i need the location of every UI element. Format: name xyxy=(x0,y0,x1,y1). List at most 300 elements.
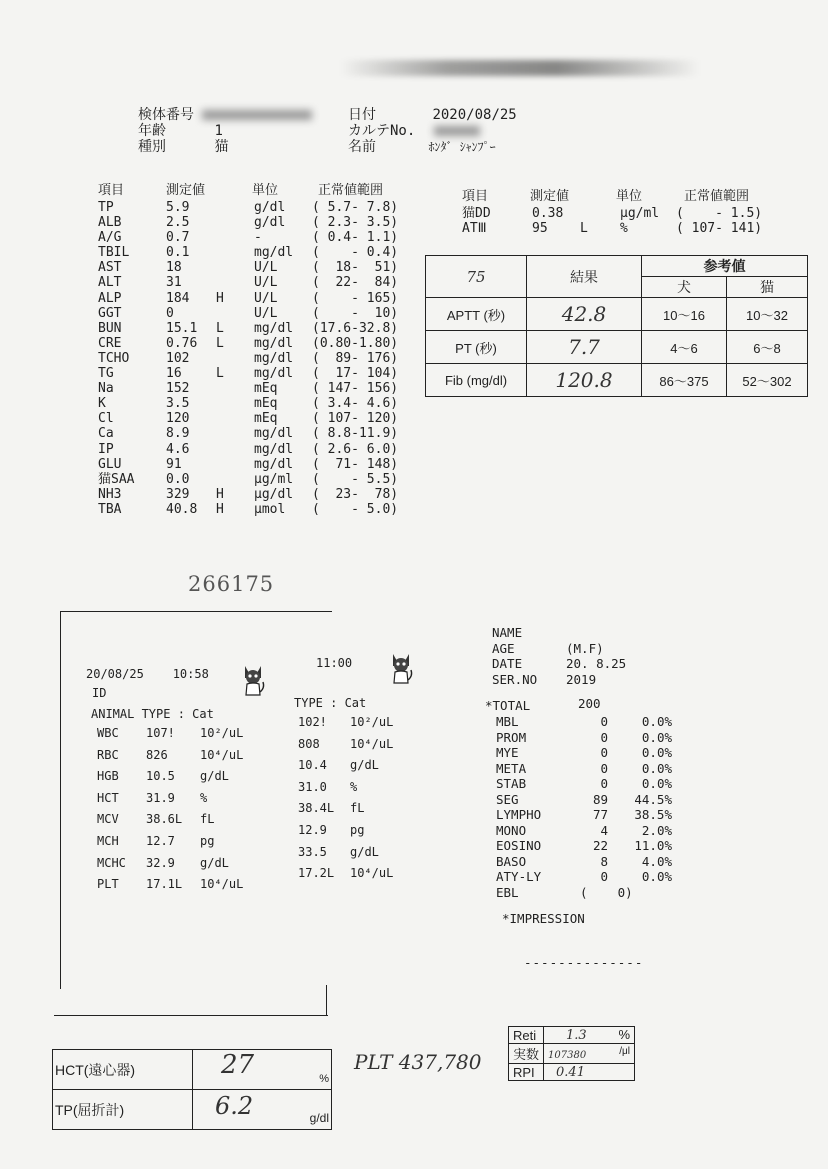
chem-flag: L xyxy=(216,320,224,336)
chem-flag: L xyxy=(216,366,224,382)
reti-label: 実数 xyxy=(509,1044,544,1064)
chem-item: CRE xyxy=(98,335,122,351)
chem2-range: ( - 1.5) xyxy=(676,206,763,221)
scan-shadow xyxy=(340,60,700,76)
chem-item: Cl xyxy=(98,411,114,427)
hct-value: 27 xyxy=(221,1050,255,1080)
diff-header-label: DATE xyxy=(492,656,523,671)
reti-row xyxy=(509,1027,635,1044)
cbc1-value: 32.9 xyxy=(146,855,175,870)
diff-pct: 4.0% xyxy=(641,853,672,869)
diff-name: LYMPHO xyxy=(496,807,542,822)
chem-value: 0.7 xyxy=(166,230,190,246)
chem-value: 120 xyxy=(166,411,190,427)
chem-value: 329 xyxy=(166,486,190,502)
tp-label: TP(屈折計) xyxy=(53,1090,193,1130)
reti-value-cell xyxy=(544,1027,635,1044)
cbc1-name: HGB xyxy=(97,769,119,784)
chem-unit: U/L xyxy=(254,290,278,306)
chem-unit: mg/dl xyxy=(254,335,294,351)
chem-value: 4.6 xyxy=(166,441,190,457)
redacted-chart-no xyxy=(434,126,480,136)
cbc1-names-col xyxy=(97,726,126,899)
chem-flag xyxy=(216,200,224,215)
diff-name: BASO xyxy=(496,853,527,869)
chem2-values-col xyxy=(532,206,563,236)
chem-unit: mg/dl xyxy=(254,426,294,442)
chem-flag: H xyxy=(216,290,224,306)
cbc2-value: 102! xyxy=(298,715,327,729)
receipt-top-border xyxy=(60,611,332,612)
plt-handwritten-note: PLT 437,780 xyxy=(354,1050,482,1074)
diff-name: SEG xyxy=(496,791,519,807)
diff-names-col xyxy=(496,714,541,900)
chem-value: 0.76 xyxy=(166,335,198,351)
chem-flag: H xyxy=(216,486,224,502)
chem-items-col xyxy=(98,200,134,517)
cbc2-unit: g/dL xyxy=(350,758,379,773)
cbc2-value: 31.0 xyxy=(298,779,327,794)
chem2-header-value: 測定値 xyxy=(530,189,570,204)
chem-flag xyxy=(216,215,224,230)
coag-reference-header: 参考値 xyxy=(642,256,808,277)
chem-flag xyxy=(216,472,224,487)
chem-range: ( 0.4- 1.1) xyxy=(312,230,399,246)
chem-unit: mg/dl xyxy=(254,366,294,382)
chem-item: NH3 xyxy=(98,486,122,502)
cbc1-name: RBC xyxy=(97,747,119,762)
reti-unit: % xyxy=(618,1027,631,1042)
chem-flag xyxy=(216,411,224,426)
cbc1-unit: 10²/uL xyxy=(200,726,244,740)
coag-result: 120.8 xyxy=(527,364,642,397)
chem-value: 3.5 xyxy=(166,396,190,412)
diff-impression-label: *IMPRESSION xyxy=(502,911,585,926)
diff-name: PROM xyxy=(496,729,527,745)
chem-range: ( - 5.5) xyxy=(312,471,399,487)
chem2-item: 猫DD xyxy=(462,206,491,221)
chem2-header-item: 項目 xyxy=(462,189,489,204)
diff-header-value xyxy=(566,625,626,641)
chem-flag: L xyxy=(216,335,224,351)
chem2-flag: L xyxy=(580,221,588,237)
chem-unit: U/L xyxy=(254,275,278,291)
chem-flags-col xyxy=(216,200,224,517)
chem-item: 猫SAA xyxy=(98,471,135,487)
name-line xyxy=(348,136,496,156)
chem-item: TP xyxy=(98,200,114,215)
cbc2-unit: 10⁴/uL xyxy=(350,736,394,751)
diff-header-values xyxy=(566,625,626,687)
redacted-specimen xyxy=(202,110,312,120)
tp-value: 6.2 xyxy=(215,1092,254,1120)
cat-icon xyxy=(240,664,266,698)
name-label: 名前 xyxy=(348,139,376,155)
diff-header-label: NAME xyxy=(492,625,523,640)
chem2-range: ( 107- 141) xyxy=(676,221,763,237)
chem-range: ( - 10) xyxy=(312,305,399,321)
diff-count: 22 xyxy=(592,838,608,853)
coag-cat: 10～32 xyxy=(727,298,808,331)
cbc1-animal-type: ANIMAL TYPE : Cat xyxy=(91,707,214,721)
chem-range: ( - 5.0) xyxy=(312,501,399,517)
tp-unit: g/dl xyxy=(309,1111,329,1125)
chem-flag xyxy=(216,396,224,411)
diff-count: 77 xyxy=(592,807,608,822)
chem-header-unit: 単位 xyxy=(252,183,279,198)
chem-header-value: 測定値 xyxy=(166,183,206,198)
chem-flag xyxy=(216,306,224,321)
chem-item: IP xyxy=(98,441,114,457)
diff-pct: 0.0% xyxy=(641,760,672,776)
reti-value-cell xyxy=(544,1044,635,1064)
chem-value: 31 xyxy=(166,275,182,291)
coagulation-table xyxy=(425,255,808,397)
chem2-item: ATⅢ xyxy=(462,221,487,237)
coag-row-pt xyxy=(426,331,808,364)
cbc1-value: 12.7 xyxy=(146,833,175,848)
tp-row xyxy=(53,1090,332,1130)
diff-count: 0 xyxy=(600,714,608,729)
reti-row xyxy=(509,1064,635,1081)
chem-unit: μg/ml xyxy=(254,471,294,487)
diff-pct: 11.0% xyxy=(634,838,672,853)
chem-item: A/G xyxy=(98,230,122,246)
coag-name: Fib (mg/dl) xyxy=(426,364,527,397)
chem-item: K xyxy=(98,396,106,412)
coag-cat: 52～302 xyxy=(727,364,808,397)
chem-value: 91 xyxy=(166,456,182,472)
cbc2-unit: g/dL xyxy=(350,844,379,859)
chem-value: 102 xyxy=(166,350,190,366)
diff-name: META xyxy=(496,760,527,776)
date-label: 日付 xyxy=(348,107,376,123)
chem2-flag xyxy=(580,206,588,221)
chem-range: ( 17- 104) xyxy=(312,366,399,382)
diff-name: EBL xyxy=(496,884,519,900)
chem-item: GLU xyxy=(98,456,122,472)
chart-no-label: カルテNo. xyxy=(348,123,416,139)
diff-count: ( 0) xyxy=(580,884,633,900)
chem-flag xyxy=(216,260,224,275)
diff-pct: 0.0% xyxy=(641,869,672,884)
diff-counts-col xyxy=(580,714,633,900)
chem-unit: - xyxy=(254,230,262,246)
chem2-value: 95 xyxy=(532,221,548,237)
diff-pct: 2.0% xyxy=(641,822,672,838)
diff-name: ATY-LY xyxy=(496,869,542,884)
cbc2-value: 10.4 xyxy=(298,758,327,773)
diff-count: 0 xyxy=(600,869,608,884)
diff-pct: 44.5% xyxy=(634,791,672,807)
coag-cat: 6～8 xyxy=(727,331,808,364)
cbc1-unit: 10⁴/uL xyxy=(200,877,244,892)
chem-range: ( 89- 176) xyxy=(312,350,399,366)
chem-item: TCHO xyxy=(98,350,130,366)
diff-count: 0 xyxy=(600,760,608,776)
chem-value: 0.0 xyxy=(166,471,190,487)
chem2-units-col xyxy=(620,206,659,236)
chem-range: ( 147- 156) xyxy=(312,381,399,397)
cbc1-unit: pg xyxy=(200,833,215,848)
cbc1-value: 107! xyxy=(146,726,175,740)
diff-pct: 0.0% xyxy=(641,745,672,760)
chem-item: TBIL xyxy=(98,245,130,261)
chem-value: 0 xyxy=(166,305,174,321)
chem-range: ( 5.7- 7.8) xyxy=(312,200,399,215)
reti-value: 107380 xyxy=(548,1050,587,1061)
tp-value-cell xyxy=(193,1090,332,1130)
chem-range: ( 2.3- 3.5) xyxy=(312,215,399,231)
cbc2-unit: 10²/uL xyxy=(350,715,394,729)
chem-flag xyxy=(216,230,224,245)
cbc1-value: 826 xyxy=(146,747,168,762)
coag-dog-header: 犬 xyxy=(642,277,727,298)
chem2-header-unit: 単位 xyxy=(616,189,643,204)
chem-range: (17.6-32.8) xyxy=(312,320,399,336)
receipt-right-border xyxy=(326,985,327,1016)
reticulocyte-table xyxy=(508,1026,635,1081)
cbc2-value: 38.4L xyxy=(298,801,335,816)
species-line xyxy=(138,136,228,156)
diff-header-label: SER.NO xyxy=(492,671,538,687)
cbc1-name: MCH xyxy=(97,833,119,848)
chem-unit: g/dl xyxy=(254,215,286,231)
chem-unit: mg/dl xyxy=(254,320,294,336)
cbc2-unit: pg xyxy=(350,822,365,837)
species-label: 種別 xyxy=(138,139,166,155)
chem-item: GGT xyxy=(98,305,122,321)
chem-value: 15.1 xyxy=(166,320,198,336)
cbc1-unit: 10⁴/uL xyxy=(200,747,244,762)
cbc2-value: 33.5 xyxy=(298,844,327,859)
diff-count: 0 xyxy=(600,745,608,760)
chem-flag: H xyxy=(216,501,224,517)
diff-header-value: 2019 xyxy=(566,671,597,687)
chem-value: 5.9 xyxy=(166,200,190,215)
diff-count: 89 xyxy=(592,791,608,807)
cbc2-value: 808 xyxy=(298,736,320,751)
reti-label: RPI xyxy=(509,1064,544,1081)
cbc1-value: 10.5 xyxy=(146,769,175,784)
coag-result-header: 結果 xyxy=(527,256,642,298)
reti-value-cell xyxy=(544,1064,635,1081)
chem-value: 8.9 xyxy=(166,426,190,442)
cbc2-value: 17.2L xyxy=(298,866,335,881)
chem-item: Ca xyxy=(98,426,114,442)
coag-row-aptt xyxy=(426,298,808,331)
diff-name: EOSINO xyxy=(496,838,542,853)
cbc2-values-col xyxy=(298,715,334,888)
coag-corner xyxy=(426,256,527,298)
diff-pcts-col xyxy=(620,714,672,900)
hct-value-cell xyxy=(193,1050,332,1090)
diff-header-value: (M.F) xyxy=(566,640,604,656)
coag-name: PT (秒) xyxy=(426,331,527,364)
chem-range: ( 107- 120) xyxy=(312,411,399,427)
reti-row xyxy=(509,1044,635,1064)
chem-unit: U/L xyxy=(254,305,278,321)
diff-header-labels xyxy=(492,625,537,687)
chem-item: BUN xyxy=(98,320,122,336)
cbc2-type: TYPE : Cat xyxy=(294,696,367,710)
chem-unit: mEq xyxy=(254,396,278,412)
cbc1-name: MCHC xyxy=(97,855,126,870)
reti-label: Reti xyxy=(509,1027,544,1044)
diff-count: 0 xyxy=(600,776,608,791)
chem-range: ( 71- 148) xyxy=(312,456,399,472)
chem-range: ( 2.6- 6.0) xyxy=(312,441,399,457)
cbc2-units-col xyxy=(350,715,393,888)
cbc1-value: 17.1L xyxy=(146,877,183,892)
chem-range: ( 18- 51) xyxy=(312,260,399,276)
diff-total-label: *TOTAL xyxy=(485,698,531,713)
coag-dog: 10～16 xyxy=(642,298,727,331)
chem-ranges-col xyxy=(312,200,398,517)
chem-value: 152 xyxy=(166,381,190,397)
chem-value: 184 xyxy=(166,290,190,306)
chem-flag xyxy=(216,457,224,472)
chem-unit: μg/dl xyxy=(254,486,294,502)
diff-pct: 38.5% xyxy=(634,807,672,822)
chem2-unit: % xyxy=(620,221,628,237)
coag-corner-note: 75 xyxy=(466,267,486,286)
chem-flag xyxy=(216,442,224,457)
cbc1-unit: g/dL xyxy=(200,769,229,784)
diff-name: MONO xyxy=(496,822,527,838)
chem-values-col xyxy=(166,200,197,517)
chem-item: TG xyxy=(98,366,114,382)
chem-header-item: 項目 xyxy=(98,183,125,198)
age-value: 1 xyxy=(214,123,223,139)
reti-unit: /μl xyxy=(619,1046,631,1057)
chem-value: 2.5 xyxy=(166,215,190,231)
reti-value: 1.3 xyxy=(566,1028,587,1043)
chem-item: TBA xyxy=(98,501,122,517)
coag-row-fib xyxy=(426,364,808,397)
chem-item: Na xyxy=(98,381,114,397)
diff-count: 0 xyxy=(600,729,608,745)
stamp-number: 266175 xyxy=(188,572,275,596)
chem-unit: mg/dl xyxy=(254,441,294,457)
cbc1-id-label: ID xyxy=(92,686,107,700)
chem-unit: mEq xyxy=(254,411,278,427)
chem-flag xyxy=(216,351,224,366)
diff-header-label: AGE xyxy=(492,640,515,656)
coag-name: APTT (秒) xyxy=(426,298,527,331)
diff-pct xyxy=(620,885,672,901)
cbc1-unit: % xyxy=(200,790,208,805)
chem2-header-range: 正常値範囲 xyxy=(684,189,750,204)
chem-value: 40.8 xyxy=(166,501,198,517)
chem-range: ( 23- 78) xyxy=(312,486,399,502)
chem2-flags-col xyxy=(580,206,588,236)
cbc1-name: MCV xyxy=(97,812,119,827)
coag-cat-header: 猫 xyxy=(727,277,808,298)
chem-range: ( 3.4- 4.6) xyxy=(312,396,399,412)
chem2-ranges-col xyxy=(676,206,762,236)
chem-range: ( - 165) xyxy=(312,290,399,306)
coag-result: 42.8 xyxy=(527,298,642,331)
cbc2-value: 12.9 xyxy=(298,822,327,837)
chem-value: 16 xyxy=(166,366,182,382)
diff-header-value: 20. 8.25 xyxy=(566,656,627,671)
diff-pct: 0.0% xyxy=(641,714,672,729)
hct-row xyxy=(53,1050,332,1090)
cbc1-units-col xyxy=(200,726,243,899)
hct-tp-table xyxy=(52,1049,332,1130)
hct-label: HCT(遠心器) xyxy=(53,1050,193,1090)
date-value: 2020/08/25 xyxy=(432,107,517,123)
chem-unit: U/L xyxy=(254,260,278,276)
diff-name: MBL xyxy=(496,714,519,729)
diff-pct: 0.0% xyxy=(641,776,672,791)
cat-icon xyxy=(388,652,414,686)
cbc1-datetime: 20/08/25 10:58 xyxy=(86,667,209,681)
chem-item: ALP xyxy=(98,290,122,306)
cbc1-name: WBC xyxy=(97,726,119,740)
chem-item: AST xyxy=(98,260,122,276)
coag-dog: 86～375 xyxy=(642,364,727,397)
cbc2-time: 11:00 xyxy=(316,656,353,670)
diff-count: 8 xyxy=(600,853,608,869)
chem-unit: mg/dl xyxy=(254,456,294,472)
specimen-label: 検体番号 xyxy=(138,107,194,123)
cbc1-value: 31.9 xyxy=(146,790,175,805)
chem-flag xyxy=(216,426,224,441)
receipt-bottom-border xyxy=(54,1015,328,1016)
chem2-value: 0.38 xyxy=(532,206,564,221)
chem-unit: mg/dl xyxy=(254,245,294,261)
chem-units-col xyxy=(254,200,293,517)
diff-dash-line: -------------- xyxy=(524,955,644,970)
chem-flag xyxy=(216,275,224,290)
chem-flag xyxy=(216,381,224,396)
chem-value: 0.1 xyxy=(166,245,190,261)
chem-range: ( 8.8-11.9) xyxy=(312,426,399,442)
chem-unit: mg/dl xyxy=(254,350,294,366)
chem-unit: g/dl xyxy=(254,200,286,215)
chem-flag xyxy=(216,245,224,260)
cbc1-unit: fL xyxy=(200,812,215,827)
chem-range: ( - 0.4) xyxy=(312,245,399,261)
chem-unit: μmol xyxy=(254,501,286,517)
cbc1-values-col xyxy=(146,726,182,899)
coag-dog: 4～6 xyxy=(642,331,727,364)
species-value: 猫 xyxy=(214,139,229,155)
name-value: ﾎﾝﾀﾞ ｼｬﾝﾌﾟｰ xyxy=(428,140,496,154)
diff-total-value: 200 xyxy=(578,696,601,711)
coag-result: 7.7 xyxy=(527,331,642,364)
chem-item: ALB xyxy=(98,215,122,231)
chem-range: (0.80-1.80) xyxy=(312,335,399,351)
diff-name: STAB xyxy=(496,776,527,791)
cbc2-unit: 10⁴/uL xyxy=(350,866,394,881)
cbc1-name: HCT xyxy=(97,790,119,805)
chem-range: ( 22- 84) xyxy=(312,275,399,291)
cbc1-unit: g/dL xyxy=(200,855,229,870)
reti-value: 0.41 xyxy=(556,1065,585,1080)
chem2-unit: μg/ml xyxy=(620,206,660,221)
chem-item: ALT xyxy=(98,275,122,291)
receipt-left-border xyxy=(60,611,61,989)
chem2-items-col xyxy=(462,206,491,236)
diff-count: 4 xyxy=(600,822,608,838)
hct-unit: % xyxy=(319,1073,329,1085)
chem-header-range: 正常値範囲 xyxy=(318,183,384,198)
chem-unit: mEq xyxy=(254,381,278,397)
age-label: 年齢 xyxy=(138,123,166,139)
